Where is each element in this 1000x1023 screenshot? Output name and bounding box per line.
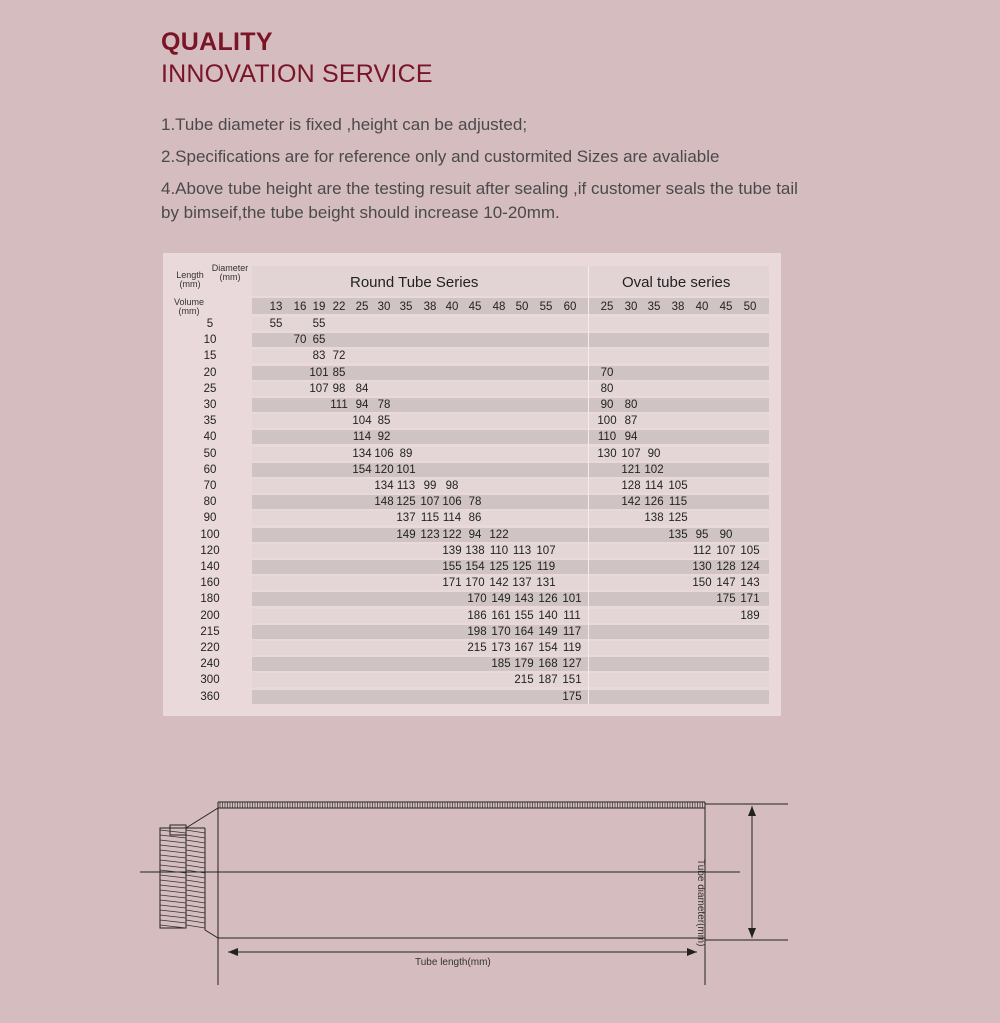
row-volume-360: 360	[200, 691, 220, 703]
thread-line	[160, 845, 186, 848]
round-cell: 164	[514, 626, 534, 638]
oval-cell: 142	[621, 496, 641, 508]
round-cell: 114	[352, 431, 372, 443]
round-diameter-48: 48	[492, 301, 506, 313]
oval-diameter-30: 30	[624, 301, 638, 313]
tube-diameter-label: Tube diameter(mm)	[695, 859, 706, 947]
round-cell: 125	[396, 496, 416, 508]
oval-diameter-45: 45	[719, 301, 733, 313]
round-cell: 170	[491, 626, 511, 638]
oval-cell: 107	[716, 545, 736, 557]
corner-volume-unit: (mm)	[178, 306, 200, 316]
round-cell: 149	[396, 529, 416, 541]
round-cell: 119	[562, 642, 582, 654]
round-diameter-60: 60	[563, 301, 577, 313]
round-cell: 171	[442, 577, 462, 589]
row-volume-10: 10	[203, 334, 217, 346]
round-diameter-50: 50	[515, 301, 529, 313]
round-cell: 86	[468, 512, 482, 524]
oval-cell: 110	[597, 431, 617, 443]
round-cell: 106	[374, 448, 394, 460]
oval-cell: 121	[621, 464, 641, 476]
round-cell: 137	[512, 577, 532, 589]
row-volume-20: 20	[203, 367, 217, 379]
row-volume-40: 40	[203, 431, 217, 443]
round-diameter-13: 13	[269, 301, 283, 313]
series-separator	[588, 266, 589, 704]
round-diameter-30: 30	[377, 301, 391, 313]
round-diameter-19: 19	[312, 301, 326, 313]
round-diameter-45: 45	[468, 301, 482, 313]
oval-diameter-25: 25	[600, 301, 614, 313]
row-volume-15: 15	[203, 350, 217, 362]
thread-line	[160, 860, 186, 863]
round-diameter-25: 25	[355, 301, 369, 313]
round-cell: 123	[420, 529, 440, 541]
round-cell: 78	[468, 496, 482, 508]
round-cell: 101	[309, 367, 329, 379]
round-cell: 113	[512, 545, 532, 557]
round-cell: 198	[467, 626, 487, 638]
row-volume-35: 35	[203, 415, 217, 427]
round-cell: 122	[489, 529, 509, 541]
table-row	[252, 414, 769, 428]
oval-cell: 100	[597, 415, 617, 427]
round-cell: 187	[538, 674, 558, 686]
thread-line	[160, 910, 186, 913]
note-3: 4.Above tube height are the testing resuit after sealing ,if customer seals the tube tail by bimseif,the tube beight should increase 10-20mm.	[161, 179, 798, 222]
thread-line	[186, 925, 205, 928]
thread-line	[186, 910, 205, 913]
table-row	[252, 463, 769, 477]
table-row	[252, 430, 769, 444]
row-volume-60: 60	[203, 464, 217, 476]
corner-diameter-label: Diameter	[211, 263, 249, 273]
round-cell: 170	[467, 593, 487, 605]
row-volume-120: 120	[200, 545, 220, 557]
round-cell: 89	[399, 448, 413, 460]
round-cell: 98	[445, 480, 459, 492]
round-cell: 148	[374, 496, 394, 508]
round-cell: 125	[512, 561, 532, 573]
round-cell: 139	[442, 545, 462, 557]
thread-line	[186, 880, 205, 883]
thread-line	[186, 845, 205, 848]
round-cell: 175	[562, 691, 582, 703]
thread-line	[160, 880, 186, 883]
thread-line	[160, 920, 186, 923]
corner-volume-label: Volume	[173, 297, 205, 307]
round-cell: 138	[465, 545, 485, 557]
heading-quality: QUALITY	[161, 28, 273, 56]
round-cell: 173	[491, 642, 511, 654]
oval-cell: 125	[668, 512, 688, 524]
round-cell: 134	[374, 480, 394, 492]
round-cell: 167	[514, 642, 534, 654]
oval-cell: 130	[597, 448, 617, 460]
thread-line	[186, 875, 205, 878]
round-diameter-16: 16	[293, 301, 307, 313]
thread-line	[186, 890, 205, 893]
round-cell: 161	[491, 610, 511, 622]
round-cell: 215	[514, 674, 534, 686]
row-volume-220: 220	[200, 642, 220, 654]
row-volume-215: 215	[200, 626, 220, 638]
round-cell: 85	[377, 415, 391, 427]
thread-line	[160, 915, 186, 918]
round-cell: 85	[332, 367, 346, 379]
thread-line	[186, 885, 205, 888]
round-cell: 117	[562, 626, 582, 638]
round-cell: 154	[465, 561, 485, 573]
round-cell: 215	[467, 642, 487, 654]
round-cell: 110	[489, 545, 509, 557]
row-volume-25: 25	[203, 383, 217, 395]
row-volume-90: 90	[203, 512, 217, 524]
oval-cell: 70	[600, 367, 614, 379]
thread-line	[160, 890, 186, 893]
oval-cell: 102	[644, 464, 664, 476]
round-diameter-55: 55	[539, 301, 553, 313]
round-cell: 127	[562, 658, 582, 670]
thread-line	[160, 830, 186, 833]
round-cell: 98	[332, 383, 346, 395]
table-row	[252, 673, 769, 687]
oval-cell: 189	[740, 610, 760, 622]
table-row	[252, 479, 769, 493]
thread-line	[186, 835, 205, 838]
round-cell: 101	[562, 593, 582, 605]
round-cell: 113	[396, 480, 416, 492]
thread-line	[186, 920, 205, 923]
oval-cell: 126	[644, 496, 664, 508]
round-cell: 104	[352, 415, 372, 427]
round-cell: 107	[420, 496, 440, 508]
round-cell: 134	[352, 448, 372, 460]
row-volume-5: 5	[206, 318, 214, 330]
oval-cell: 112	[692, 545, 712, 557]
round-cell: 131	[536, 577, 556, 589]
round-cell: 149	[491, 593, 511, 605]
row-volume-80: 80	[203, 496, 217, 508]
round-diameter-22: 22	[332, 301, 346, 313]
corner-diameter-unit: (mm)	[219, 272, 241, 282]
round-cell: 70	[293, 334, 307, 346]
thread-line	[186, 855, 205, 858]
thread-line	[160, 875, 186, 878]
round-cell: 122	[442, 529, 462, 541]
row-volume-180: 180	[200, 593, 220, 605]
thread-line	[186, 860, 205, 863]
oval-cell: 105	[668, 480, 688, 492]
row-volume-100: 100	[200, 529, 220, 541]
thread-line	[160, 905, 186, 908]
round-cell: 154	[352, 464, 372, 476]
oval-cell: 94	[624, 431, 638, 443]
round-cell: 125	[489, 561, 509, 573]
oval-cell: 138	[644, 512, 664, 524]
round-cell: 84	[355, 383, 369, 395]
round-cell: 142	[489, 577, 509, 589]
round-cell: 120	[374, 464, 394, 476]
oval-diameter-40: 40	[695, 301, 709, 313]
round-diameter-35: 35	[399, 301, 413, 313]
oval-diameter-38: 38	[671, 301, 685, 313]
thread-line	[186, 915, 205, 918]
oval-cell: 90	[647, 448, 661, 460]
thread-line	[160, 850, 186, 853]
round-cell: 72	[332, 350, 346, 362]
round-cell: 140	[538, 610, 558, 622]
round-cell: 151	[562, 674, 582, 686]
thread-line	[160, 885, 186, 888]
oval-cell: 115	[668, 496, 688, 508]
round-cell: 78	[377, 399, 391, 411]
round-cell: 94	[468, 529, 482, 541]
oval-cell: 130	[692, 561, 712, 573]
oval-cell: 95	[695, 529, 709, 541]
row-volume-70: 70	[203, 480, 217, 492]
oval-cell: 105	[740, 545, 760, 557]
thread-line	[160, 865, 186, 868]
round-diameter-40: 40	[445, 301, 459, 313]
round-cell: 155	[514, 610, 534, 622]
oval-cell: 87	[624, 415, 638, 427]
round-cell: 186	[467, 610, 487, 622]
oval-diameter-35: 35	[647, 301, 661, 313]
round-cell: 168	[538, 658, 558, 670]
tube-diagram	[0, 780, 1000, 1023]
round-cell: 119	[536, 561, 556, 573]
oval-diameter-50: 50	[743, 301, 757, 313]
table-row	[252, 511, 769, 525]
note-1: 1.Tube diameter is fixed ,height can be adjusted;	[161, 115, 528, 134]
thread-line	[186, 905, 205, 908]
oval-cell: 135	[668, 529, 688, 541]
thread-line	[160, 840, 186, 843]
oval-cell: 124	[740, 561, 760, 573]
round-diameter-38: 38	[423, 301, 437, 313]
oval-cell: 90	[600, 399, 614, 411]
round-cell: 155	[442, 561, 462, 573]
round-cell: 65	[312, 334, 326, 346]
round-cell: 92	[377, 431, 391, 443]
corner-length-label: Length	[176, 270, 204, 280]
oval-cell: 143	[740, 577, 760, 589]
thread-line	[186, 830, 205, 833]
round-cell: 154	[538, 642, 558, 654]
row-volume-300: 300	[200, 674, 220, 686]
notes-block	[161, 109, 801, 225]
thread-line	[186, 865, 205, 868]
round-cell: 101	[396, 464, 416, 476]
corner-length-unit: (mm)	[179, 279, 201, 289]
round-cell: 170	[465, 577, 485, 589]
oval-cell: 150	[692, 577, 712, 589]
round-cell: 115	[420, 512, 440, 524]
note-2: 2.Specifications are for reference only and custormited Sizes are avaliable	[161, 147, 720, 166]
round-cell: 137	[396, 512, 416, 524]
row-volume-50: 50	[203, 448, 217, 460]
round-cell: 111	[563, 610, 581, 622]
round-cell: 55	[312, 318, 326, 330]
table-row	[252, 495, 769, 509]
oval-cell: 175	[716, 593, 736, 605]
table-row	[252, 690, 769, 704]
oval-series-title: Oval tube series	[622, 274, 731, 291]
oval-cell: 107	[621, 448, 641, 460]
round-cell: 107	[309, 383, 329, 395]
thread-line	[160, 900, 186, 903]
round-cell: 55	[269, 318, 283, 330]
oval-cell: 80	[600, 383, 614, 395]
round-cell: 83	[312, 350, 326, 362]
oval-cell: 147	[716, 577, 736, 589]
round-cell: 185	[491, 658, 511, 670]
round-cell: 106	[442, 496, 462, 508]
round-cell: 149	[538, 626, 558, 638]
thread-line	[186, 840, 205, 843]
oval-cell: 114	[644, 480, 664, 492]
row-volume-160: 160	[200, 577, 220, 589]
row-volume-30: 30	[203, 399, 217, 411]
row-volume-240: 240	[200, 658, 220, 670]
oval-cell: 128	[716, 561, 736, 573]
thread-line	[186, 895, 205, 898]
round-cell: 114	[442, 512, 462, 524]
oval-cell: 128	[621, 480, 641, 492]
round-cell: 143	[514, 593, 534, 605]
round-cell: 179	[514, 658, 534, 670]
thread-line	[186, 900, 205, 903]
thread-line	[160, 895, 186, 898]
row-volume-140: 140	[200, 561, 220, 573]
round-series-title: Round Tube Series	[350, 274, 479, 291]
oval-cell: 80	[624, 399, 638, 411]
tube-length-label: Tube length(mm)	[415, 957, 491, 968]
heading-innovation-service: INNOVATION SERVICE	[161, 60, 433, 88]
round-cell: 94	[355, 399, 369, 411]
oval-cell: 171	[740, 593, 760, 605]
table-row	[252, 447, 769, 461]
round-cell: 126	[538, 593, 558, 605]
oval-cell: 90	[719, 529, 733, 541]
thread-line	[160, 855, 186, 858]
round-cell: 111	[330, 399, 348, 411]
round-cell: 107	[536, 545, 556, 557]
round-cell: 99	[423, 480, 437, 492]
thread-line	[186, 850, 205, 853]
row-volume-200: 200	[200, 610, 220, 622]
